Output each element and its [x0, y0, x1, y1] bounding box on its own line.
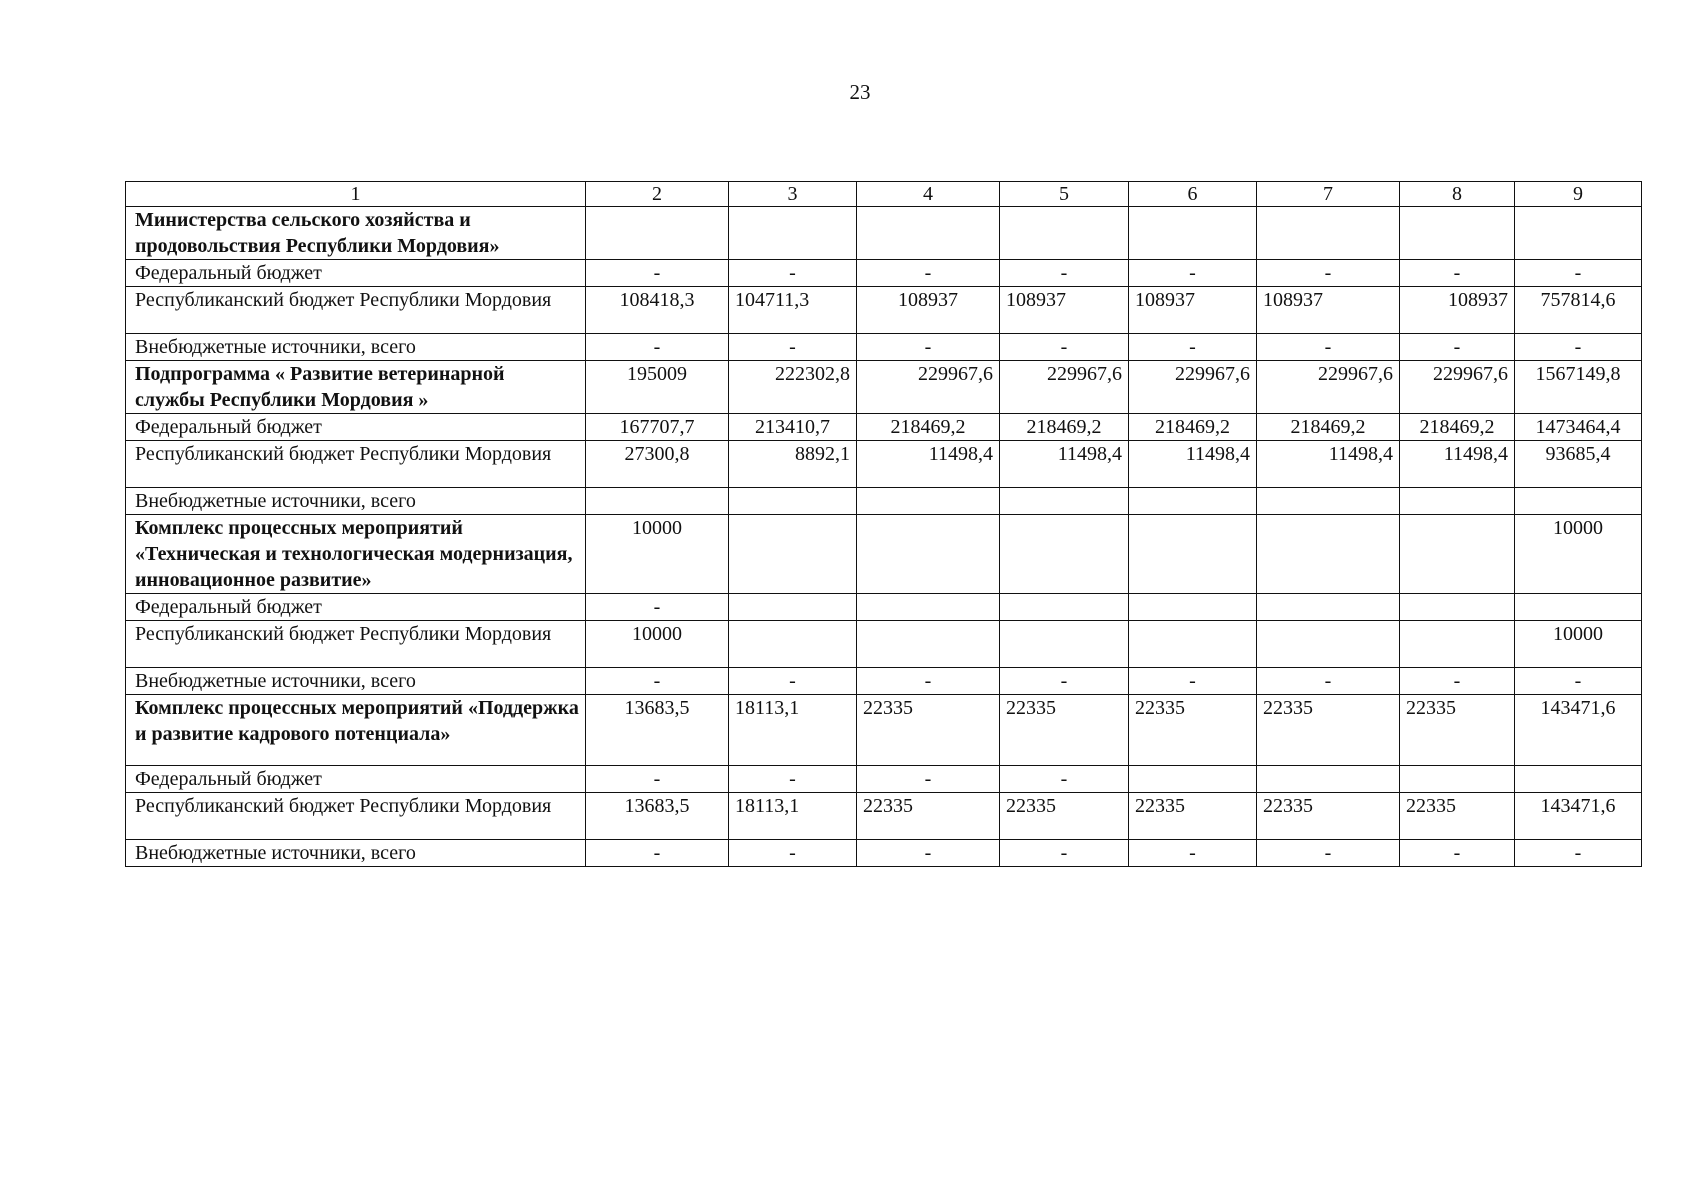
table-cell [1129, 515, 1257, 594]
table-cell: - [1000, 766, 1129, 793]
table-cell: 1473464,4 [1515, 414, 1642, 441]
row-label: Федеральный бюджет [126, 594, 586, 621]
table-cell: 10000 [586, 621, 729, 668]
table-cell [1515, 766, 1642, 793]
table-cell: 22335 [1000, 695, 1129, 766]
table-cell: - [1257, 334, 1400, 361]
table-cell: - [729, 668, 857, 695]
table-row [126, 207, 1642, 260]
table-cell [1400, 207, 1515, 260]
table-cell [729, 488, 857, 515]
row-label: Республиканский бюджет Республики Мордовия [126, 287, 586, 334]
table-cell: 11498,4 [1400, 441, 1515, 488]
table-cell: - [729, 840, 857, 867]
table-row [126, 793, 1642, 840]
table-cell: 229967,6 [1257, 361, 1400, 414]
table-cell [1129, 594, 1257, 621]
table-cell: 22335 [1000, 793, 1129, 840]
table-cell: 195009 [586, 361, 729, 414]
table-cell: 11498,4 [857, 441, 1000, 488]
table-cell: - [1400, 334, 1515, 361]
table-cell: - [1257, 668, 1400, 695]
table-cell: 93685,4 [1515, 441, 1642, 488]
table-row [126, 668, 1642, 695]
table-row [126, 287, 1642, 334]
table-cell: - [1515, 668, 1642, 695]
table-cell [857, 594, 1000, 621]
column-header: 9 [1515, 182, 1642, 207]
table-cell: 218469,2 [1129, 414, 1257, 441]
table-cell: - [586, 260, 729, 287]
table-cell: - [586, 766, 729, 793]
table-cell [1000, 207, 1129, 260]
table-cell [1515, 594, 1642, 621]
table-cell: 167707,7 [586, 414, 729, 441]
table-row [126, 695, 1642, 766]
table-cell [586, 207, 729, 260]
row-label: Республиканский бюджет Республики Мордовия [126, 793, 586, 840]
table-cell: - [1000, 334, 1129, 361]
row-label: Федеральный бюджет [126, 414, 586, 441]
table-cell: 8892,1 [729, 441, 857, 488]
table-cell: 18113,1 [729, 793, 857, 840]
table-cell: 218469,2 [1257, 414, 1400, 441]
table-cell: - [857, 766, 1000, 793]
table-cell [1400, 594, 1515, 621]
table-cell: 11498,4 [1257, 441, 1400, 488]
table-cell [1400, 488, 1515, 515]
table-cell: - [1000, 260, 1129, 287]
table-cell: 757814,6 [1515, 287, 1642, 334]
column-header: 1 [126, 182, 586, 207]
column-header: 7 [1257, 182, 1400, 207]
table-row [126, 361, 1642, 414]
table-cell: - [857, 334, 1000, 361]
column-header: 4 [857, 182, 1000, 207]
table-cell [1515, 488, 1642, 515]
table-row [126, 260, 1642, 287]
column-header: 6 [1129, 182, 1257, 207]
table-cell [1000, 488, 1129, 515]
table-row [126, 414, 1642, 441]
row-label: Комплекс процессных мероприятий «Поддержка и развитие кадрового потенциала» [126, 695, 586, 766]
table-cell: 22335 [1400, 695, 1515, 766]
row-label: Республиканский бюджет Республики Мордовия [126, 441, 586, 488]
table-cell: - [1129, 334, 1257, 361]
table-cell: 108937 [1000, 287, 1129, 334]
table-cell: - [857, 260, 1000, 287]
table-cell: 22335 [1129, 695, 1257, 766]
table-cell: 218469,2 [857, 414, 1000, 441]
table-cell: 22335 [1129, 793, 1257, 840]
table-cell: 104711,3 [729, 287, 857, 334]
table-cell [1257, 621, 1400, 668]
table-cell: - [586, 594, 729, 621]
table-cell [857, 515, 1000, 594]
table-cell: 213410,7 [729, 414, 857, 441]
table-row [126, 515, 1642, 594]
table-cell: - [1000, 840, 1129, 867]
table-cell [1129, 488, 1257, 515]
table-cell: 22335 [857, 793, 1000, 840]
table-cell: 108937 [857, 287, 1000, 334]
table-cell: - [586, 334, 729, 361]
table-row [126, 621, 1642, 668]
table-row [126, 840, 1642, 867]
row-label: Министерства сельского хозяйства и продовольствия Республики Мордовия» [126, 207, 586, 260]
table-cell: 10000 [1515, 621, 1642, 668]
table-cell: - [1000, 668, 1129, 695]
table-row [126, 766, 1642, 793]
page-number: 23 [849, 80, 871, 104]
table-cell: - [1515, 334, 1642, 361]
table-cell: 22335 [1257, 793, 1400, 840]
table-cell: 10000 [1515, 515, 1642, 594]
table-cell [1257, 207, 1400, 260]
table-cell [1257, 515, 1400, 594]
table-row [126, 488, 1642, 515]
table-cell: 11498,4 [1129, 441, 1257, 488]
table-cell: 27300,8 [586, 441, 729, 488]
table-cell [1400, 515, 1515, 594]
row-label: Внебюджетные источники, всего [126, 488, 586, 515]
table-cell: 229967,6 [1400, 361, 1515, 414]
table-cell [586, 488, 729, 515]
table-cell [857, 488, 1000, 515]
table-cell: 218469,2 [1000, 414, 1129, 441]
table-row [126, 594, 1642, 621]
table-cell: 10000 [586, 515, 729, 594]
table-row [126, 441, 1642, 488]
table-cell: 22335 [857, 695, 1000, 766]
table-cell: - [1129, 840, 1257, 867]
table-cell: - [1257, 260, 1400, 287]
table-cell [1129, 621, 1257, 668]
table-cell [1000, 594, 1129, 621]
table-cell [729, 594, 857, 621]
table-cell: - [586, 668, 729, 695]
table-cell: - [1515, 260, 1642, 287]
budget-table [125, 181, 1642, 867]
table-cell [1257, 594, 1400, 621]
table-cell: 143471,6 [1515, 695, 1642, 766]
table-cell: - [586, 840, 729, 867]
table-cell [1129, 207, 1257, 260]
row-label: Комплекс процессных мероприятий «Техническая и технологическая модернизация, инновационное развитие» [126, 515, 586, 594]
table-cell: - [1257, 840, 1400, 867]
table-cell [729, 621, 857, 668]
table-cell: 22335 [1257, 695, 1400, 766]
table-cell: 222302,8 [729, 361, 857, 414]
table-cell: 229967,6 [1000, 361, 1129, 414]
table-cell: 22335 [1400, 793, 1515, 840]
table-cell [1400, 621, 1515, 668]
table-cell [729, 207, 857, 260]
table-cell [1257, 766, 1400, 793]
table-cell: - [1400, 668, 1515, 695]
row-label: Внебюджетные источники, всего [126, 668, 586, 695]
column-header: 3 [729, 182, 857, 207]
table-cell: 143471,6 [1515, 793, 1642, 840]
table-cell: - [729, 334, 857, 361]
table-cell [857, 621, 1000, 668]
table-cell [1000, 515, 1129, 594]
table-cell: 229967,6 [1129, 361, 1257, 414]
table-cell: 218469,2 [1400, 414, 1515, 441]
table-cell: 108937 [1400, 287, 1515, 334]
table-cell [1129, 766, 1257, 793]
table-cell [1000, 621, 1129, 668]
row-label: Федеральный бюджет [126, 766, 586, 793]
row-label: Внебюджетные источники, всего [126, 840, 586, 867]
table-cell: - [729, 260, 857, 287]
table-cell: 108937 [1129, 287, 1257, 334]
table-cell: 11498,4 [1000, 441, 1129, 488]
table-cell: - [1129, 260, 1257, 287]
table-cell [1400, 766, 1515, 793]
table-cell: - [1400, 260, 1515, 287]
table-cell [1515, 207, 1642, 260]
table-cell: 1567149,8 [1515, 361, 1642, 414]
table-cell: - [857, 668, 1000, 695]
table-cell [857, 207, 1000, 260]
row-label: Внебюджетные источники, всего [126, 334, 586, 361]
table-cell: 13683,5 [586, 695, 729, 766]
table-cell [729, 515, 857, 594]
column-header: 2 [586, 182, 729, 207]
column-number-row [126, 182, 1642, 207]
row-label: Федеральный бюджет [126, 260, 586, 287]
table-cell: 18113,1 [729, 695, 857, 766]
table-cell: - [729, 766, 857, 793]
table-cell [1257, 488, 1400, 515]
table-cell: - [1129, 668, 1257, 695]
column-header: 5 [1000, 182, 1129, 207]
row-label: Подпрограмма « Развитие ветеринарной службы Республики Мордовия » [126, 361, 586, 414]
row-label: Республиканский бюджет Республики Мордовия [126, 621, 586, 668]
table-cell: 13683,5 [586, 793, 729, 840]
table-cell: - [857, 840, 1000, 867]
table-cell: - [1515, 840, 1642, 867]
table-cell: - [1400, 840, 1515, 867]
table-cell: 229967,6 [857, 361, 1000, 414]
table-cell: 108418,3 [586, 287, 729, 334]
table-cell: 108937 [1257, 287, 1400, 334]
table-row [126, 334, 1642, 361]
column-header: 8 [1400, 182, 1515, 207]
